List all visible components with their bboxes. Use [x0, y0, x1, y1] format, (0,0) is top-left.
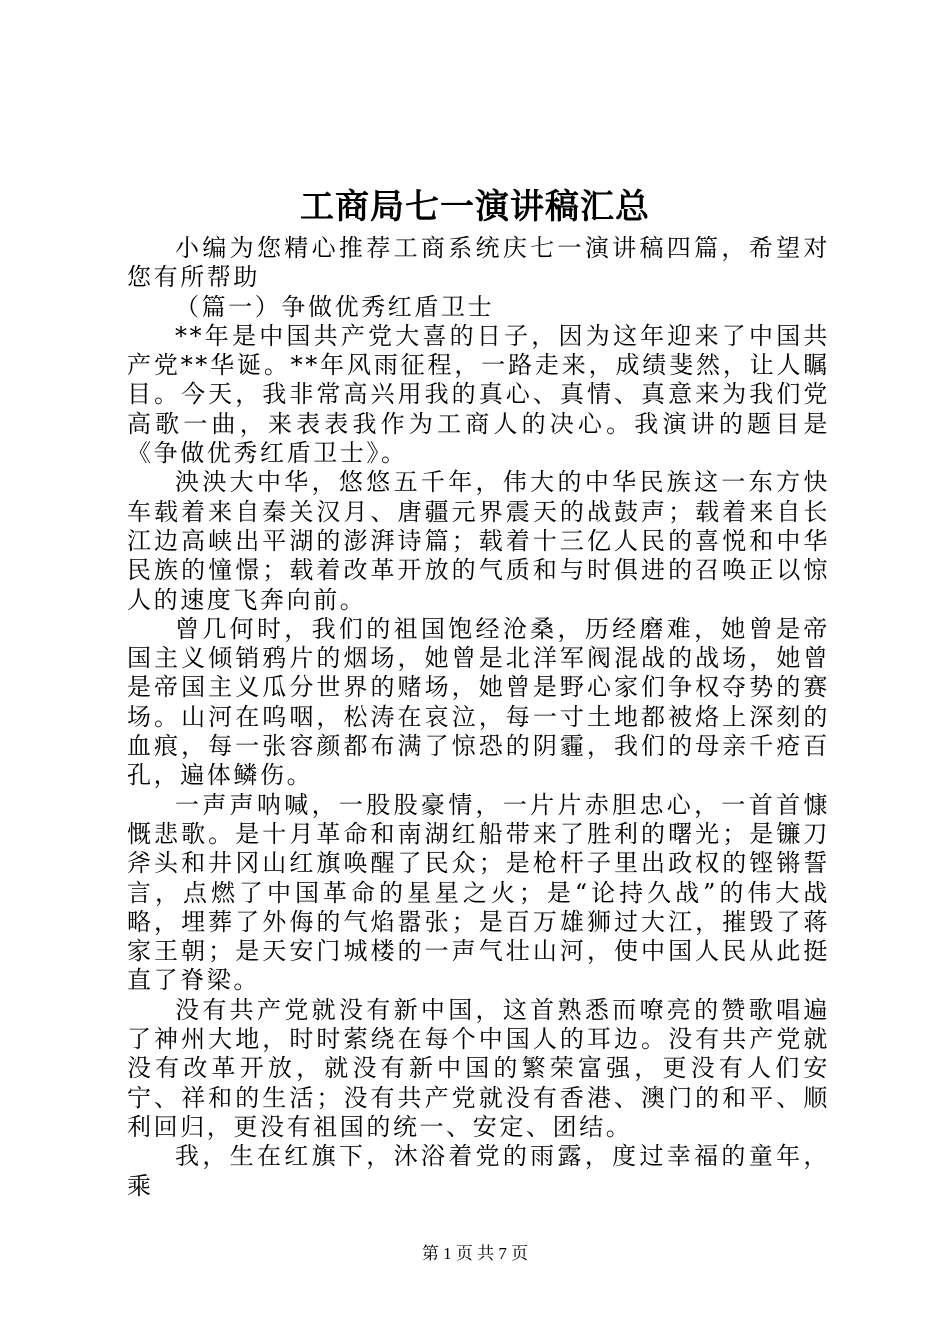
- body-paragraph: 泱泱大中华，悠悠五千年，伟大的中华民族这一东方快车载着来自秦关汉月、唐疆元界震天的战鼓声；载着来自长江边高峡出平湖的澎湃诗篇；载着十三亿人民的喜悦和中华民族的憧憬；载着改革开放的气质和与时俱进的召唤正以惊人的速度飞奔向前。: [127, 468, 830, 614]
- document-body: [127, 234, 830, 1201]
- section-heading: （篇一）争做优秀红盾卫士: [175, 292, 495, 321]
- body-paragraph: 没有共产党就没有新中国，这首熟悉而嘹亮的赞歌唱遍了神州大地，时时萦绕在每个中国人的耳边。没有共产党就没有改革开放，就没有新中国的繁荣富强，更没有人们安宁、祥和的生活；没有共产党就没有香港、澳门的和平、顺利回归，更没有祖国的统一、安定、团结。: [127, 995, 830, 1141]
- body-paragraph: 我，生在红旗下，沐浴着党的雨露，度过幸福的童年，乘: [127, 1142, 830, 1200]
- intro-paragraph: 小编为您精心推荐工商系统庆七一演讲稿四篇，希望对您有所帮助: [127, 234, 830, 292]
- page-number-footer: 第 1 页 共 7 页: [421, 1244, 529, 1263]
- body-paragraph: 曾几何时，我们的祖国饱经沧桑，历经磨难，她曾是帝国主义倾销鸦片的烟场，她曾是北洋军阀混战的战场，她曾是帝国主义瓜分世界的赌场，她曾是野心家们争权夺势的赛场。山河在呜咽，松涛在哀泣，每一寸土地都被烙上深刻的血痕，每一张容颜都布满了惊恐的阴霾，我们的母亲千疮百孔，遍体鳞伤。: [127, 614, 830, 790]
- body-paragraph: **年是中国共产党大喜的日子，因为这年迎来了中国共产党**华诞。**年风雨征程，一路走来，成绩斐然，让人瞩目。今天，我非常高兴用我的真心、真情、真意来为我们党高歌一曲，来表表我作为工商人的决心。我演讲的题目是《争做优秀红盾卫士》。: [127, 321, 830, 468]
- body-paragraph: 一声声呐喊，一股股豪情，一片片赤胆忠心，一首首慷慨悲歌。是十月革命和南湖红船带来了胜利的曙光；是镰刀斧头和井冈山红旗唤醒了民众；是枪杆子里出政权的铿锵誓言，点燃了中国革命的星星之火；是“论持久战”的伟大战略，埋葬了外侮的气焰嚣张；是百万雄狮过大江，摧毁了蒋家王朝；是天安门城楼的一声气壮山河，使中国人民从此挺直了脊梁。: [127, 790, 830, 995]
- document-title: 工商局七一演讲稿汇总: [300, 187, 650, 227]
